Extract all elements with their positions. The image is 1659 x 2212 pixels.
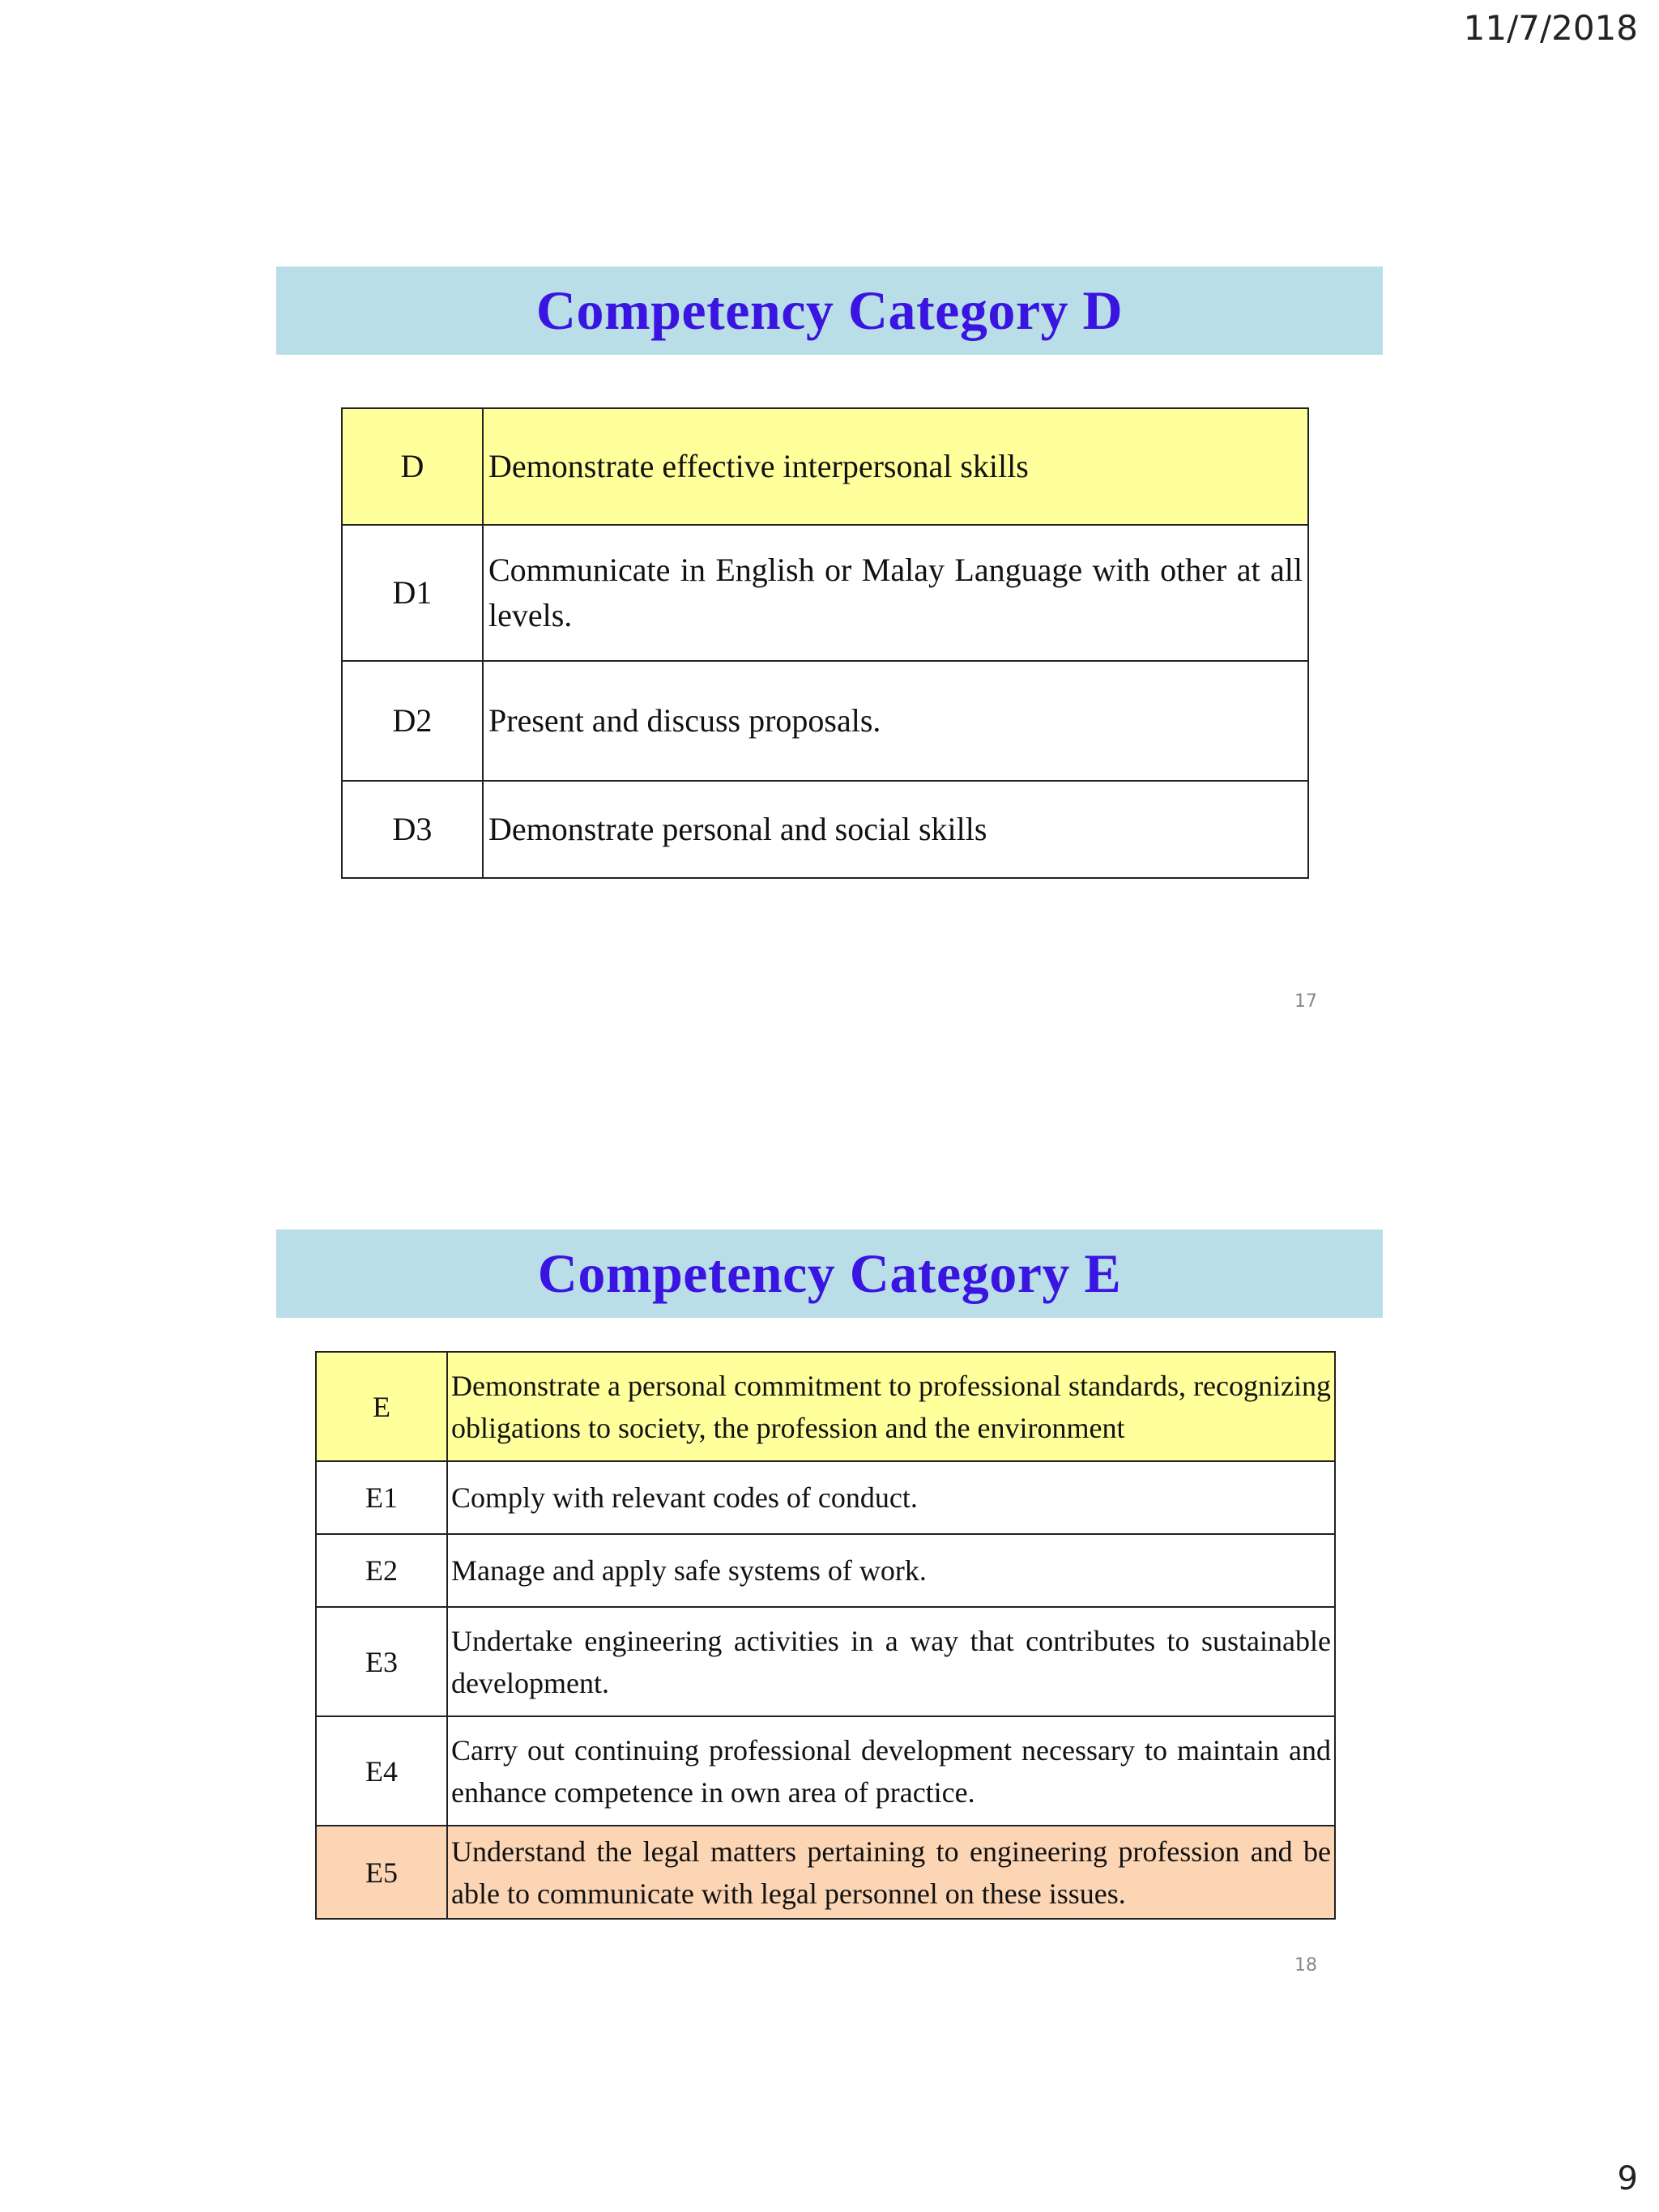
- competency-code: E3: [316, 1607, 447, 1716]
- table-row: [316, 1352, 1335, 1461]
- table-row: [316, 1534, 1335, 1607]
- competency-description: Manage and apply safe systems of work.: [447, 1534, 1335, 1607]
- competency-code: D1: [342, 525, 483, 661]
- slide-title: Competency Category E: [537, 1242, 1122, 1304]
- competency-code: E2: [316, 1534, 447, 1607]
- slide-title: Competency Category D: [535, 279, 1124, 341]
- table-row: [316, 1826, 1335, 1919]
- competency-code: E5: [316, 1826, 447, 1919]
- competency-table-e: [315, 1351, 1336, 1920]
- competency-description: Undertake engineering activities in a way that contributes to sustainable development.: [447, 1607, 1335, 1716]
- slide-number: 17: [1294, 991, 1317, 1012]
- competency-description: Comply with relevant codes of conduct.: [447, 1461, 1335, 1534]
- competency-description: Communicate in English or Malay Language with other at all levels.: [483, 525, 1308, 661]
- slide-title-bar: [276, 266, 1383, 355]
- competency-code: D: [342, 408, 483, 525]
- competency-code: D3: [342, 781, 483, 878]
- table-row: [316, 1607, 1335, 1716]
- table-row: [316, 1461, 1335, 1534]
- competency-description: Understand the legal matters pertaining to engineering profession and be able to communicate with legal personnel on these issues.: [447, 1826, 1335, 1919]
- competency-description: Demonstrate personal and social skills: [483, 781, 1308, 878]
- competency-code: E4: [316, 1716, 447, 1826]
- table-row: [342, 781, 1308, 878]
- competency-description: Demonstrate a personal commitment to professional standards, recognizing obligations to society, the profession and the environment: [447, 1352, 1335, 1461]
- competency-table-d: [341, 407, 1309, 879]
- competency-description: Carry out continuing professional development necessary to maintain and enhance competence in own area of practice.: [447, 1716, 1335, 1826]
- competency-description: Present and discuss proposals.: [483, 661, 1308, 781]
- competency-description: Demonstrate effective interpersonal skills: [483, 408, 1308, 525]
- slide-title-bar: [276, 1230, 1383, 1318]
- table-row: [342, 661, 1308, 781]
- document-date: 11/7/2018: [1463, 8, 1638, 48]
- table-row: [342, 525, 1308, 661]
- page-number: 9: [1617, 2160, 1638, 2197]
- competency-code: E1: [316, 1461, 447, 1534]
- slide-number: 18: [1294, 1955, 1317, 1975]
- competency-code: D2: [342, 661, 483, 781]
- table-row: [316, 1716, 1335, 1826]
- competency-code: E: [316, 1352, 447, 1461]
- table-row: [342, 408, 1308, 525]
